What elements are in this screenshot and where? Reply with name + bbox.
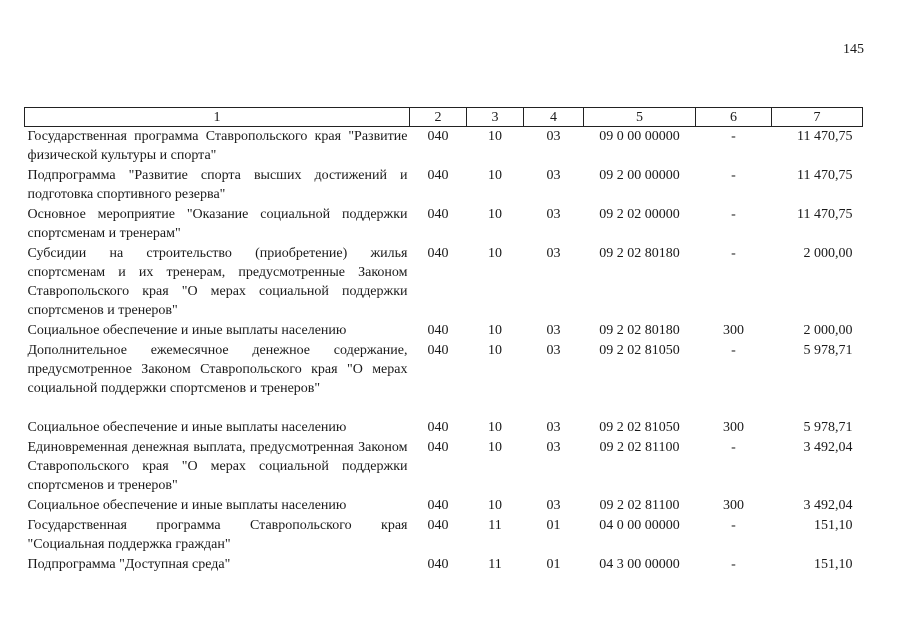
row-name: Основное мероприятие "Оказание социальной поддержки спортсменам и тренерам": [27, 207, 408, 241]
row-ministry: 040: [427, 498, 449, 513]
page-number: 145: [843, 42, 864, 57]
row-name: Подпрограмма "Доступная среда": [27, 557, 231, 572]
row-section: 10: [488, 323, 502, 338]
row-expense-type: -: [731, 168, 736, 183]
row-target-article: 09 2 02 81050: [599, 343, 680, 358]
row-subsection: 03: [546, 343, 561, 358]
row-name: Субсидии на строительство (приобретение) жилья спортсменам и их тренерам, предусмотренные Законом Ставропольского края "О мерах социальной поддержки спортсменов и тренеров": [27, 246, 408, 318]
row-section: 10: [488, 343, 502, 358]
row-expense-type: -: [731, 207, 736, 222]
row-name: Социальное обеспечение и иные выплаты населению: [27, 323, 347, 338]
row-subsection: 01: [546, 518, 561, 533]
row-subsection: 01: [546, 557, 561, 572]
row-name: Социальное обеспечение и иные выплаты населению: [27, 420, 347, 435]
table-row: [25, 244, 863, 321]
table-row: [25, 341, 863, 418]
row-subsection: 03: [546, 420, 561, 435]
row-amount: 5 978,71: [803, 343, 853, 358]
row-target-article: 04 0 00 00000: [599, 518, 680, 533]
row-target-article: 09 2 02 81100: [599, 498, 680, 513]
row-target-article: 09 2 00 00000: [599, 168, 680, 183]
row-ministry: 040: [427, 323, 449, 338]
row-subsection: 03: [546, 498, 561, 513]
row-subsection: 03: [546, 246, 561, 261]
header-col-7: 7: [772, 108, 863, 127]
row-amount: 2 000,00: [803, 323, 853, 338]
budget-table: [24, 107, 863, 575]
row-amount: 5 978,71: [803, 420, 853, 435]
table-row: [25, 438, 863, 496]
row-subsection: 03: [546, 440, 561, 455]
table-row: [25, 166, 863, 205]
row-name: Единовременная денежная выплата, предусмотренная Законом Ставропольского края "О мерах социальной поддержки спортсменов и тренеров": [27, 440, 408, 493]
header-col-4: 4: [524, 108, 584, 127]
row-name: Государственная программа Ставропольского края "Социальная поддержка граждан": [27, 518, 408, 552]
row-amount: 11 470,75: [797, 207, 853, 222]
row-target-article: 09 0 00 00000: [599, 129, 680, 144]
table-row: [25, 418, 863, 438]
table-row: [25, 516, 863, 555]
table-row: [25, 555, 863, 575]
row-amount: 3 492,04: [803, 498, 853, 513]
row-section: 11: [488, 557, 502, 572]
row-name: Дополнительное ежемесячное денежное содержание, предусмотренное Законом Ставропольского края "О мерах социальной поддержки спортсменов и тренеров": [27, 343, 408, 396]
row-name: Государственная программа Ставропольского края "Развитие физической культуры и спорта": [27, 129, 408, 163]
row-section: 10: [488, 246, 502, 261]
header-col-2: 2: [410, 108, 467, 127]
table-row: [25, 127, 863, 167]
row-target-article: 09 2 02 81050: [599, 420, 680, 435]
row-section: 10: [488, 168, 502, 183]
row-section: 10: [488, 440, 502, 455]
row-section: 10: [488, 207, 502, 222]
row-target-article: 09 2 02 80180: [599, 323, 680, 338]
row-expense-type: 300: [723, 420, 744, 435]
row-ministry: 040: [427, 343, 449, 358]
row-ministry: 040: [427, 557, 449, 572]
row-expense-type: 300: [723, 323, 744, 338]
header-row: [25, 108, 863, 127]
row-target-article: 09 2 02 80180: [599, 246, 680, 261]
row-name: Подпрограмма "Развитие спорта высших достижений и подготовка спортивного резерва": [27, 168, 408, 202]
row-subsection: 03: [546, 168, 561, 183]
row-expense-type: 300: [723, 498, 744, 513]
row-amount: 11 470,75: [797, 129, 853, 144]
row-ministry: 040: [427, 246, 449, 261]
row-subsection: 03: [546, 207, 561, 222]
row-amount: 151,10: [814, 518, 853, 533]
row-subsection: 03: [546, 129, 561, 144]
row-amount: 151,10: [814, 557, 853, 572]
header-col-3: 3: [467, 108, 524, 127]
row-section: 11: [488, 518, 502, 533]
row-target-article: 09 2 02 00000: [599, 207, 680, 222]
table-row: [25, 321, 863, 341]
row-ministry: 040: [427, 440, 449, 455]
row-amount: 11 470,75: [797, 168, 853, 183]
row-ministry: 040: [427, 518, 449, 533]
row-expense-type: -: [731, 557, 736, 572]
row-expense-type: -: [731, 246, 736, 261]
table-row: [25, 205, 863, 244]
row-ministry: 040: [427, 129, 449, 144]
row-target-article: 09 2 02 81100: [599, 440, 680, 455]
row-amount: 2 000,00: [803, 246, 853, 261]
row-expense-type: -: [731, 129, 736, 144]
table-row: [25, 496, 863, 516]
header-col-1: 1: [25, 108, 410, 127]
row-amount: 3 492,04: [803, 440, 853, 455]
row-section: 10: [488, 129, 502, 144]
row-section: 10: [488, 498, 502, 513]
row-section: 10: [488, 420, 502, 435]
header-col-5: 5: [584, 108, 696, 127]
row-name: Социальное обеспечение и иные выплаты населению: [27, 498, 347, 513]
header-col-6: 6: [696, 108, 772, 127]
row-ministry: 040: [427, 207, 449, 222]
row-target-article: 04 3 00 00000: [599, 557, 680, 572]
row-ministry: 040: [427, 420, 449, 435]
row-expense-type: -: [731, 518, 736, 533]
row-subsection: 03: [546, 323, 561, 338]
row-expense-type: -: [731, 440, 736, 455]
row-ministry: 040: [427, 168, 449, 183]
row-expense-type: -: [731, 343, 736, 358]
